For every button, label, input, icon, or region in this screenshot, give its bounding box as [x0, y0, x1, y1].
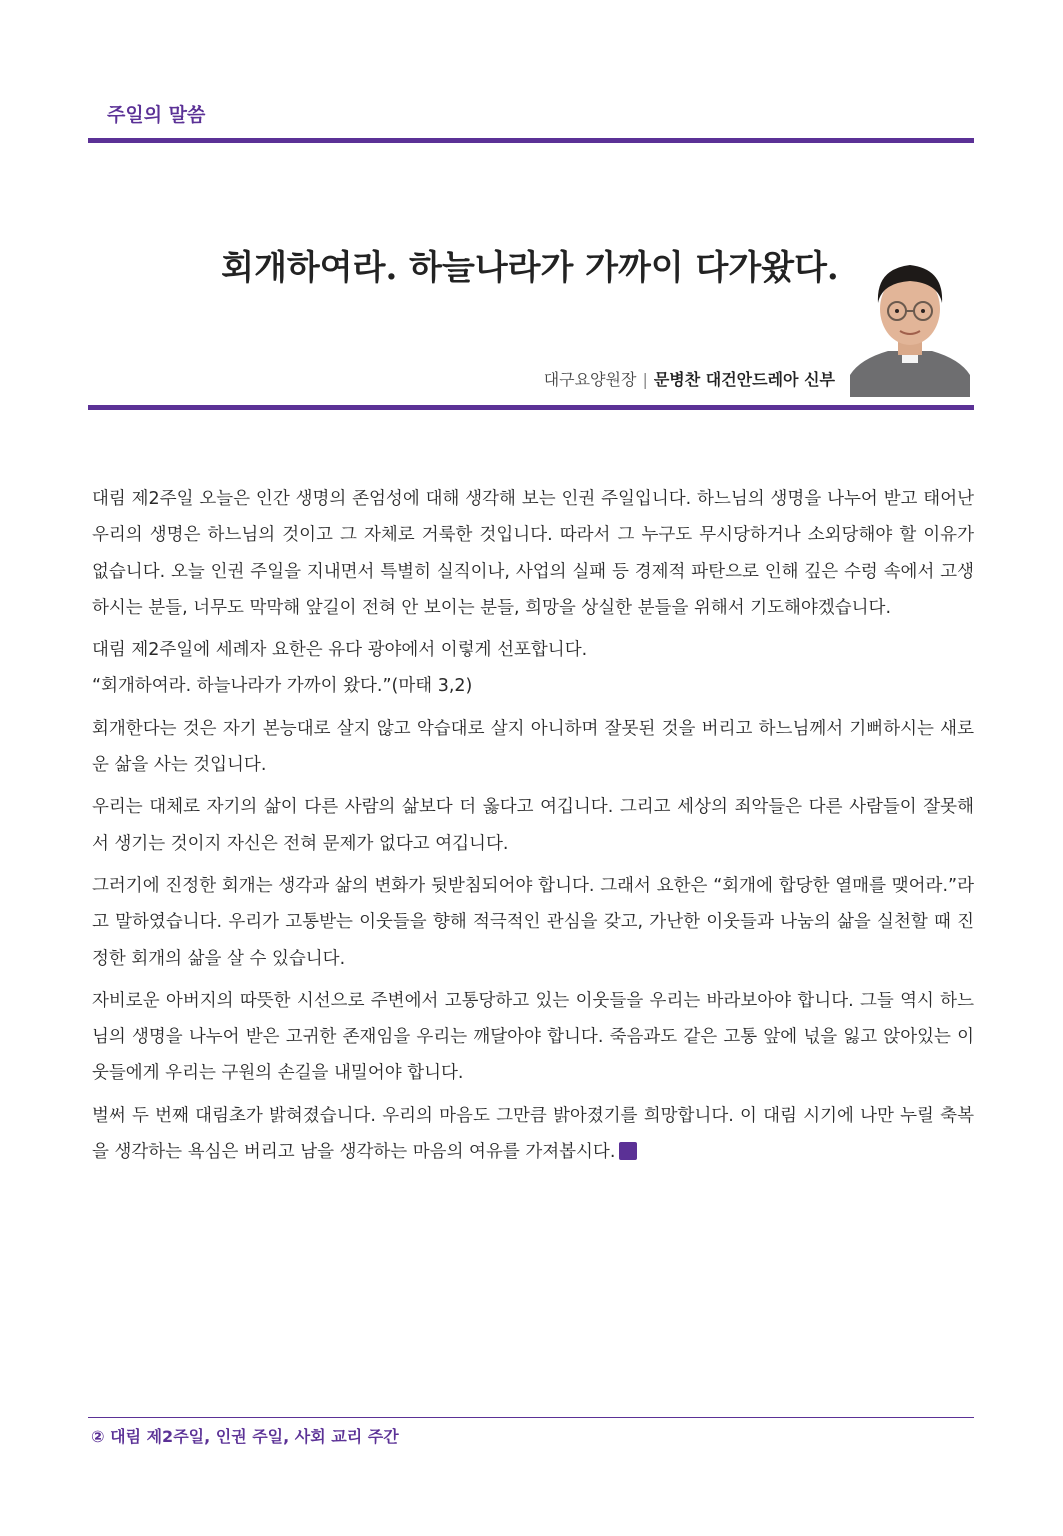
paragraph-6: 자비로운 아버지의 따뜻한 시선으로 주변에서 고통당하고 있는 이웃들을 우리는 바라보아야 합니다. 그들 역시 하느님의 생명을 나누어 받은 고귀한 존재임을 우리는 깨달아야 합니다. 죽음과도 같은 고통 앞에 넋을 잃고 앉아있는 이웃들에게 우리는 구원의 손길을 내밀어야 합니다.	[92, 990, 974, 1084]
end-mark-icon	[619, 1142, 637, 1160]
paragraph-2-quote: “회개하여라. 하늘나라가 가까이 왔다.”(마태 3,2)	[92, 676, 473, 697]
page-footer: ② 대림 제2주일, 인권 주일, 사회 교리 주간	[91, 1427, 399, 1446]
title-rule	[88, 405, 974, 410]
article-title: 회개하여라. 하늘나라가 가까이 다가왔다.	[221, 248, 839, 288]
author-portrait-image	[850, 247, 970, 397]
paragraph-5: 그러기에 진정한 회개는 생각과 삶의 변화가 뒷받침되어야 합니다. 그래서 요한은 “회개에 합당한 열매를 맺어라.”라고 말하였습니다. 우리가 고통받는 이웃들을 향해 적극적인 관심을 갖고, 가난한 이웃들과 나눔의 삶을 실천할 때 진정한 회개의 삶을 살 수 있습니다.	[92, 875, 974, 969]
author-photo	[850, 247, 970, 397]
article-body	[92, 481, 974, 1176]
footer-rule	[88, 1417, 974, 1418]
paragraph-7	[92, 1098, 974, 1171]
paragraph-4: 우리는 대체로 자기의 삶이 다른 사람의 삶보다 더 옳다고 여깁니다. 그리고 세상의 죄악들은 다른 사람들이 잘못해서 생기는 것이지 자신은 전혀 문제가 없다고 여깁니다.	[92, 797, 974, 854]
byline-separator: |	[642, 370, 648, 389]
paragraph-7-text: 벌써 두 번째 대림초가 밝혀졌습니다. 우리의 마음도 그만큼 밝아졌기를 희망합니다. 이 대림 시기에 나만 누릴 축복을 생각하는 욕심은 버리고 남을 생각하는 마음의 여유를 가져봅시다.	[92, 1105, 974, 1163]
byline	[544, 367, 835, 390]
author-role: 대구요양원장	[543, 370, 637, 389]
header-rule	[88, 138, 974, 143]
author-name: 문병찬 대건안드레아 신부	[653, 370, 835, 389]
section-label: 주일의 말씀	[107, 104, 206, 126]
paragraph-3: 회개한다는 것은 자기 본능대로 살지 않고 악습대로 살지 아니하며 잘못된 것을 버리고 하느님께서 기뻐하시는 새로운 삶을 사는 것입니다.	[92, 718, 974, 776]
paragraph-2	[92, 632, 974, 705]
paragraph-1: 대림 제2주일 오늘은 인간 생명의 존엄성에 대해 생각해 보는 인권 주일입니다. 하느님의 생명을 나누어 받고 태어난 우리의 생명은 하느님의 것이고 그 자체로 거룩한 것입니다. 따라서 그 누구도 무시당하거나 소외당해야 할 이유가 없습니다. 오늘 인권 주일을 지내면서 특별히 실직이나, 사업의 실패 등 경제적 파탄으로 인해 깊은 수렁 속에서 고생하시는 분들, 너무도 막막해 앞길이 전혀 안 보이는 분들, 희망을 상실한 분들을 위해서 기도해야겠습니다.	[92, 489, 974, 618]
paragraph-2-line-1: 대림 제2주일에 세례자 요한은 유다 광야에서 이렇게 선포합니다.	[92, 640, 588, 661]
